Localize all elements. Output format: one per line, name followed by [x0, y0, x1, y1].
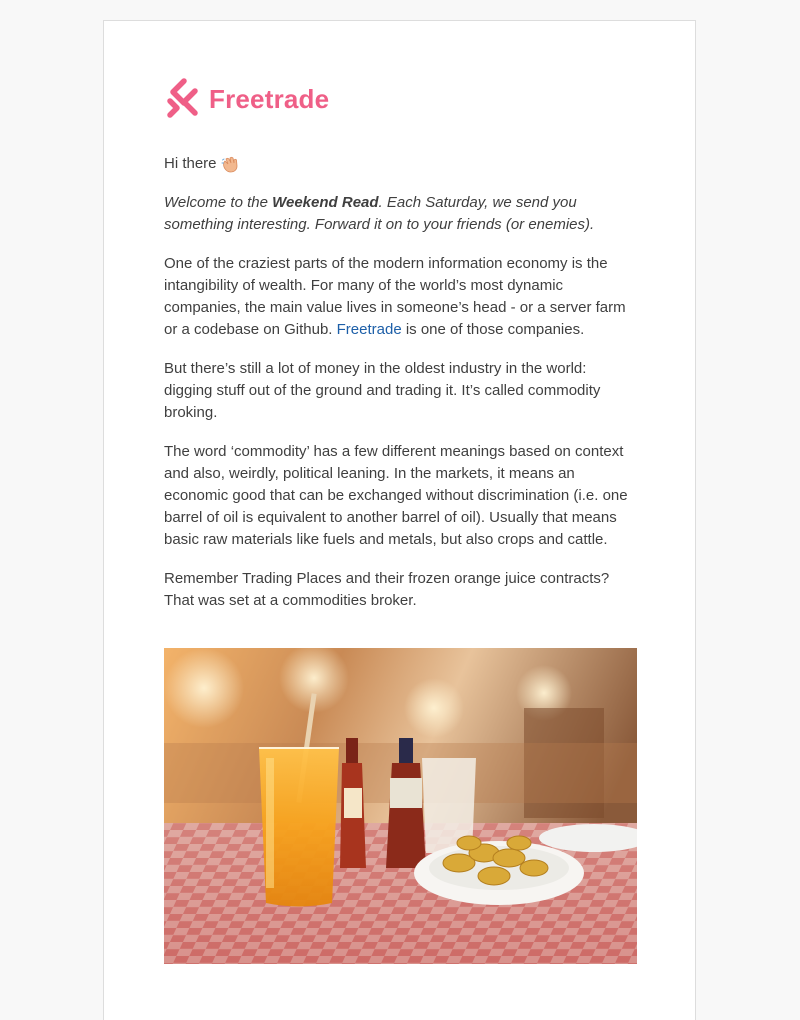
email-card — [103, 20, 696, 1020]
paragraph-1-text-end: is one of those companies. — [401, 321, 585, 338]
greeting-text: Hi there — [164, 155, 217, 172]
greeting — [164, 153, 638, 175]
paragraph-3: The word ‘commodity’ has a few different meanings based on context and also, weirdly, political leaning. In the markets, it means an economic good that can be exchanged without discrimination (i.e. one barrel of oil is equivalent to another barrel of oil). Usually that means basic raw materials like fuels and metals, but also crops and cattle. — [164, 443, 628, 548]
intro-paragraph — [164, 192, 638, 236]
paragraph-2: But there’s still a lot of money in the oldest industry in the world: digging stuff out of the ground and trading it. It’s called commodity broking. — [164, 360, 601, 421]
orange-juice-photo — [164, 648, 637, 964]
email-body — [164, 153, 638, 629]
brand-name: Freetrade — [209, 84, 330, 114]
paragraph-1 — [164, 253, 638, 341]
paragraph-4: Remember Trading Places and their frozen orange juice contracts? That was set at a commodities broker. — [164, 570, 610, 609]
waving-hand-icon — [221, 155, 239, 173]
intro-bold-title: Weekend Read — [272, 194, 379, 211]
freetrade-link[interactable]: Freetrade — [336, 321, 402, 338]
paragraph-1-text: One of the craziest parts of the modern information economy is the intangibility of wealth. For many of the world’s most dynamic companies, the main value lives in someone’s head - or a server farm or a codebase on Github. — [164, 255, 626, 338]
intro-text-end: . Each Saturday, we send you something interesting. Forward it on to your friends (or enemies). — [164, 194, 595, 233]
brand-logo[interactable] — [164, 77, 329, 121]
freetrade-logo-icon — [164, 77, 202, 121]
intro-text-start: Welcome to the — [164, 194, 273, 211]
